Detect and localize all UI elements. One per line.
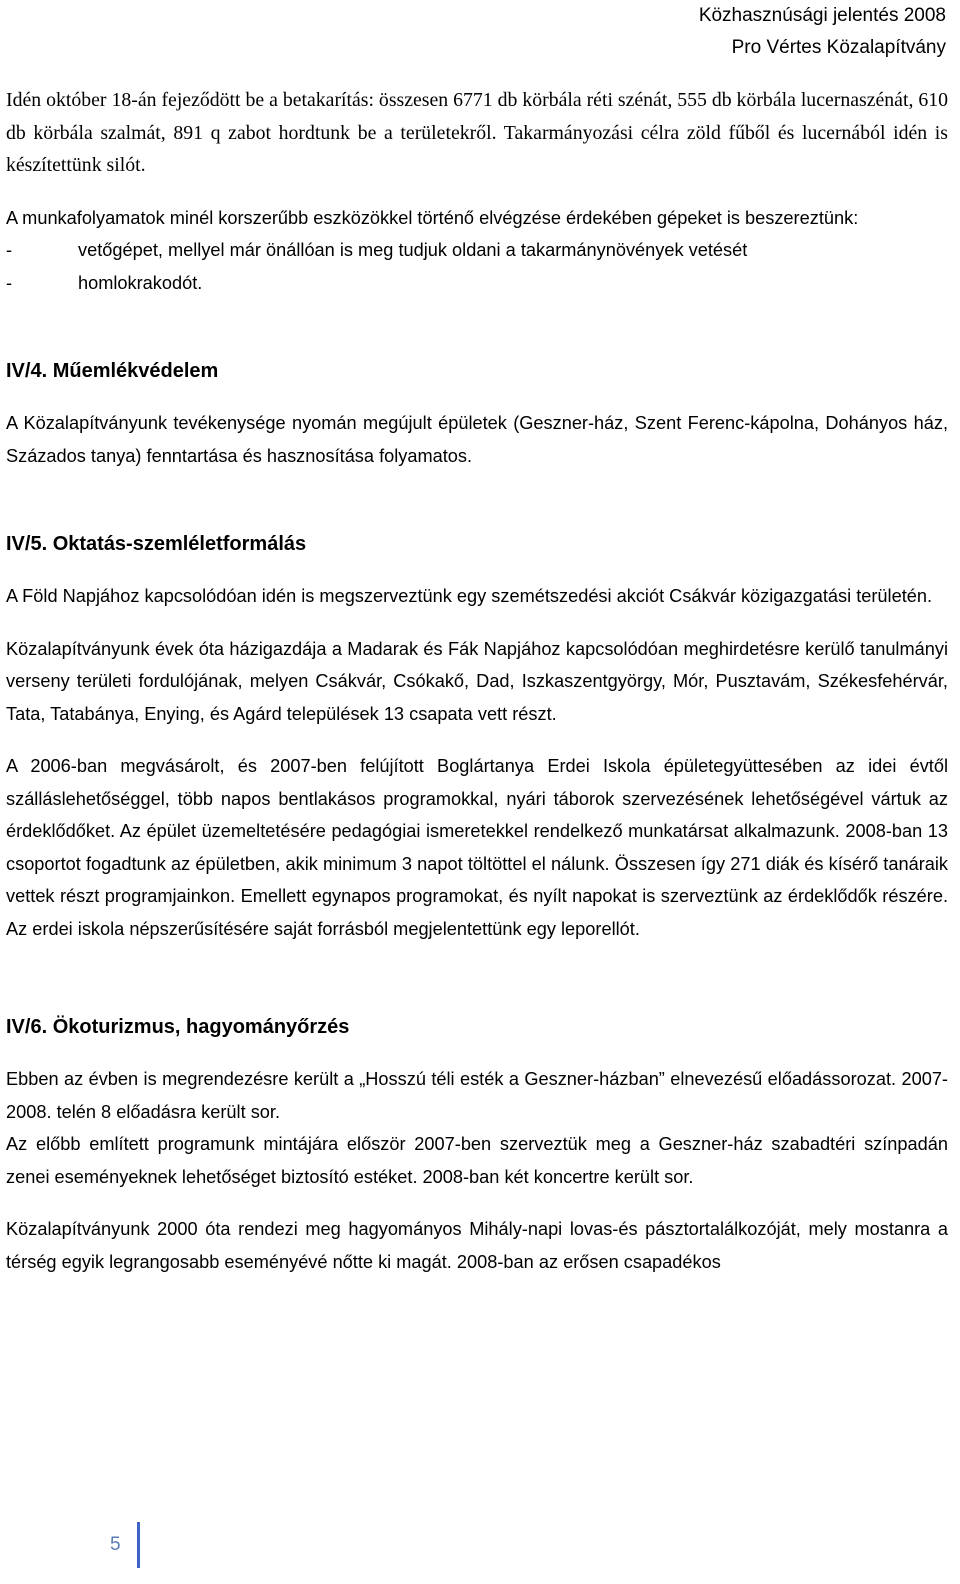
section-heading-monuments: IV/4. Műemlékvédelem [6, 360, 219, 382]
harvest-paragraph: Idén október 18-án fejeződött be a betakarítás: összesen 6771 db körbála réti szénát, 555 db körbála lucernaszénát, 610 db körbála szalmát, 891 q zabot hordtunk be a területekről. Takarmányozási célra zöld fűből és lucernából idén is készítettünk silót. [6, 89, 949, 176]
monuments-paragraph: A Közalapítványunk tevékenysége nyomán megújult épületek (Geszner-ház, Szent Ferenc-kápolna, Dohányos ház, Százados tanya) fenntartása és hasznosítása folyamatos. [6, 413, 948, 466]
list-item-text: homlokrakodót. [78, 272, 203, 293]
page-number: 5 [110, 1534, 121, 1555]
festival-paragraph: Közalapítványunk 2000 óta rendezi meg hagyományos Mihály-napi lovas-és pásztortalálkozóját, mely mostanra a térség egyik legrangosabb eseményévé nőtte ki magát. 2008-ban az erősen csapadékos [6, 1219, 948, 1272]
machinery-list [6, 234, 948, 299]
list-dash: - [6, 240, 13, 260]
header-organization: Pro Vértes Közalapítvány [731, 37, 946, 58]
machinery-paragraph: A munkafolyamatok minél korszerűbb eszközökkel történő elvégzése érdekében gépeket is beszereztünk: [6, 207, 859, 228]
list-item [6, 234, 948, 267]
forest-school-paragraph: A 2006-ban megvásárolt, és 2007-ben felújított Boglártanya Erdei Iskola épületegyüttesében az idei évtől szálláslehetőséggel, több napos bentlakásos programokkal, nyári táborok szervezésének lehetőségével vártuk az érdeklődőket. Az épület üzemeltetésére pedagógiai ismeretekkel rendelkező munkatársat alkalmazunk. 2008-ban 13 csoportot fogadtunk az épületben, akik minimum 3 napot töltöttel el nálunk. Összesen így 271 diák és kísérő tanáraik vettek részt programjainkon. Emellett egynapos programokat, és nyílt napokat is szerveztünk az érdeklődők részére. Az erdei iskola népszerűsítésére saját forrásból megjelentettünk egy leporellót. [6, 756, 948, 939]
concerts-paragraph: Az előbb említett programunk mintájára először 2007-ben szerveztük meg a Geszner-ház szabadtéri színpadán zenei eseményeknek lehetőséget biztosító estéket. 2008-ban két koncertre került sor. [6, 1134, 948, 1187]
list-item-text: vetőgépet, mellyel már önállóan is meg tudjuk oldani a takarmánynövények vetését [78, 240, 748, 260]
list-dash: - [6, 272, 13, 293]
earth-day-paragraph: A Föld Napjához kapcsolódóan idén is megszerveztünk egy szemétszedési akciót Csákvár közigazgatási területén. [6, 586, 933, 606]
competition-paragraph: Közalapítványunk évek óta házigazdája a Madarak és Fák Napjához kapcsolódóan meghirdetésre kerülő tanulmányi verseny területi fordulójának, melyen Csákvár, Csókakő, Dad, Iszkaszentgyörgy, Mór, Pusztavám, Székesfehérvár, Tata, Tatabánya, Enying, és Agárd települések 13 csapata vett részt. [6, 638, 948, 724]
lecture-series-paragraph: Ebben az évben is megrendezésre került a „Hosszú téli esték a Geszner-házban” elnevezésű előadássorozat. 2007-2008. telén 8 előadásra került sor. [6, 1069, 948, 1122]
page-footer [110, 1522, 140, 1568]
document-body [6, 84, 948, 1278]
list-item [6, 267, 948, 300]
page-header [699, 0, 946, 64]
footer-accent-bar [137, 1522, 140, 1568]
header-report-title: Közhasznúsági jelentés 2008 [698, 5, 946, 26]
section-heading-ecotourism: IV/6. Ökoturizmus, hagyományőrzés [6, 1016, 350, 1038]
section-heading-education: IV/5. Oktatás-szemléletformálás [6, 533, 307, 555]
